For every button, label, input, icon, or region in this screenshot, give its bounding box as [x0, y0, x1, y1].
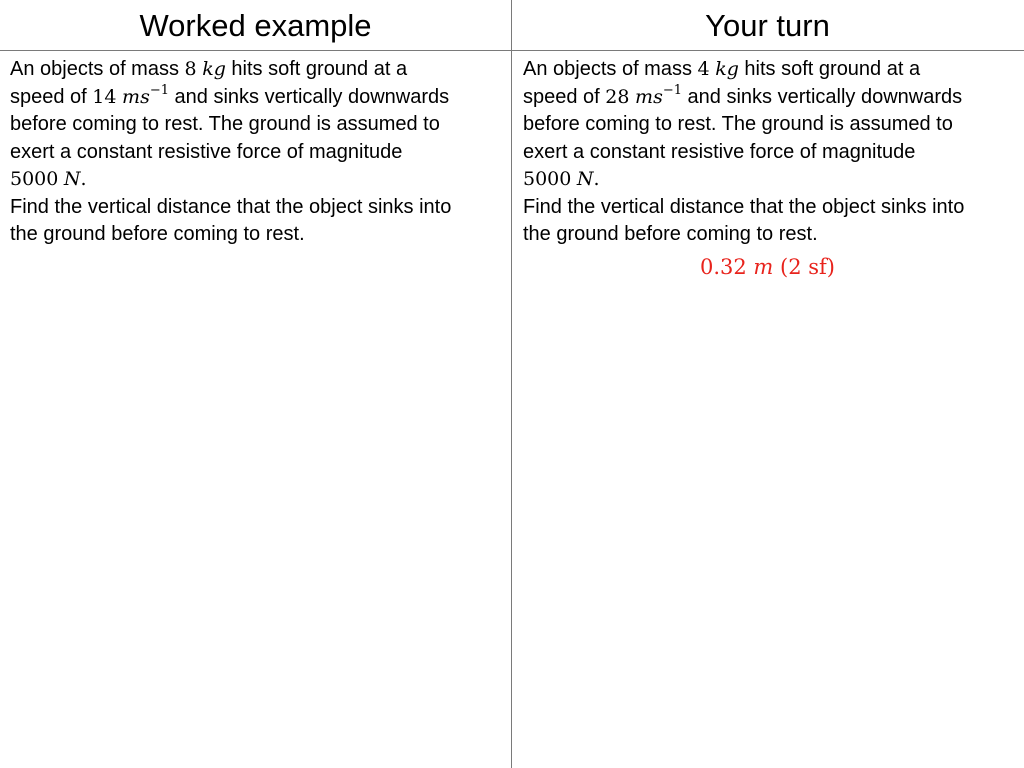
your-turn-header: Your turn [705, 8, 830, 43]
force-unit: N [63, 168, 81, 190]
force-value: 5000 [10, 168, 59, 190]
column-divider [511, 0, 512, 768]
question-line [10, 84, 502, 112]
speed-unit: ms [635, 85, 663, 108]
question-line [523, 84, 1015, 112]
question-line [523, 166, 1015, 194]
speed-exponent: −1 [149, 82, 169, 98]
answer-value: 0.32 [699, 255, 747, 279]
answer-text [512, 253, 1023, 281]
speed-exponent: −1 [662, 82, 682, 98]
question-line: exert a constant resistive force of magnitude [10, 140, 403, 163]
question-line [10, 166, 502, 194]
speed-value: 14 [92, 85, 117, 108]
question-line: before coming to rest. The ground is assumed to [10, 113, 440, 135]
worked-example-header: Worked example [139, 8, 372, 43]
speed-unit: ms [122, 85, 150, 108]
mass-value: 4 [697, 58, 710, 80]
question-text: speed of [523, 85, 606, 108]
your-turn-question [523, 56, 1015, 249]
punctuation: . [80, 168, 87, 190]
question-text: speed of [10, 85, 93, 108]
worked-example-question [10, 56, 502, 249]
question-text: An objects of mass [10, 58, 185, 80]
punctuation: . [593, 168, 600, 190]
question-text: and sinks vertically downwards [169, 85, 450, 108]
question-line: before coming to rest. The ground is assumed to [523, 113, 953, 135]
speed-value: 28 [605, 85, 630, 108]
mass-unit: kg [202, 58, 226, 80]
answer-unit: m [753, 255, 774, 279]
question-text: hits soft ground at a [225, 58, 408, 80]
question-line [523, 56, 1015, 84]
question-line: Find the vertical distance that the object sinks into [10, 195, 452, 218]
question-line: Find the vertical distance that the object sinks into [523, 195, 965, 218]
answer-precision-note: (2 sf) [780, 255, 836, 279]
question-text: and sinks vertically downwards [682, 85, 963, 108]
mass-value: 8 [184, 58, 197, 80]
question-line: exert a constant resistive force of magnitude [523, 140, 916, 163]
question-line [10, 56, 502, 84]
question-text: hits soft ground at a [738, 58, 921, 80]
mass-unit: kg [715, 58, 739, 80]
header-divider [0, 50, 1024, 51]
force-value: 5000 [523, 168, 572, 190]
question-line: the ground before coming to rest. [10, 223, 305, 245]
force-unit: N [576, 168, 594, 190]
question-text: An objects of mass [523, 58, 698, 80]
question-line: the ground before coming to rest. [523, 223, 818, 245]
